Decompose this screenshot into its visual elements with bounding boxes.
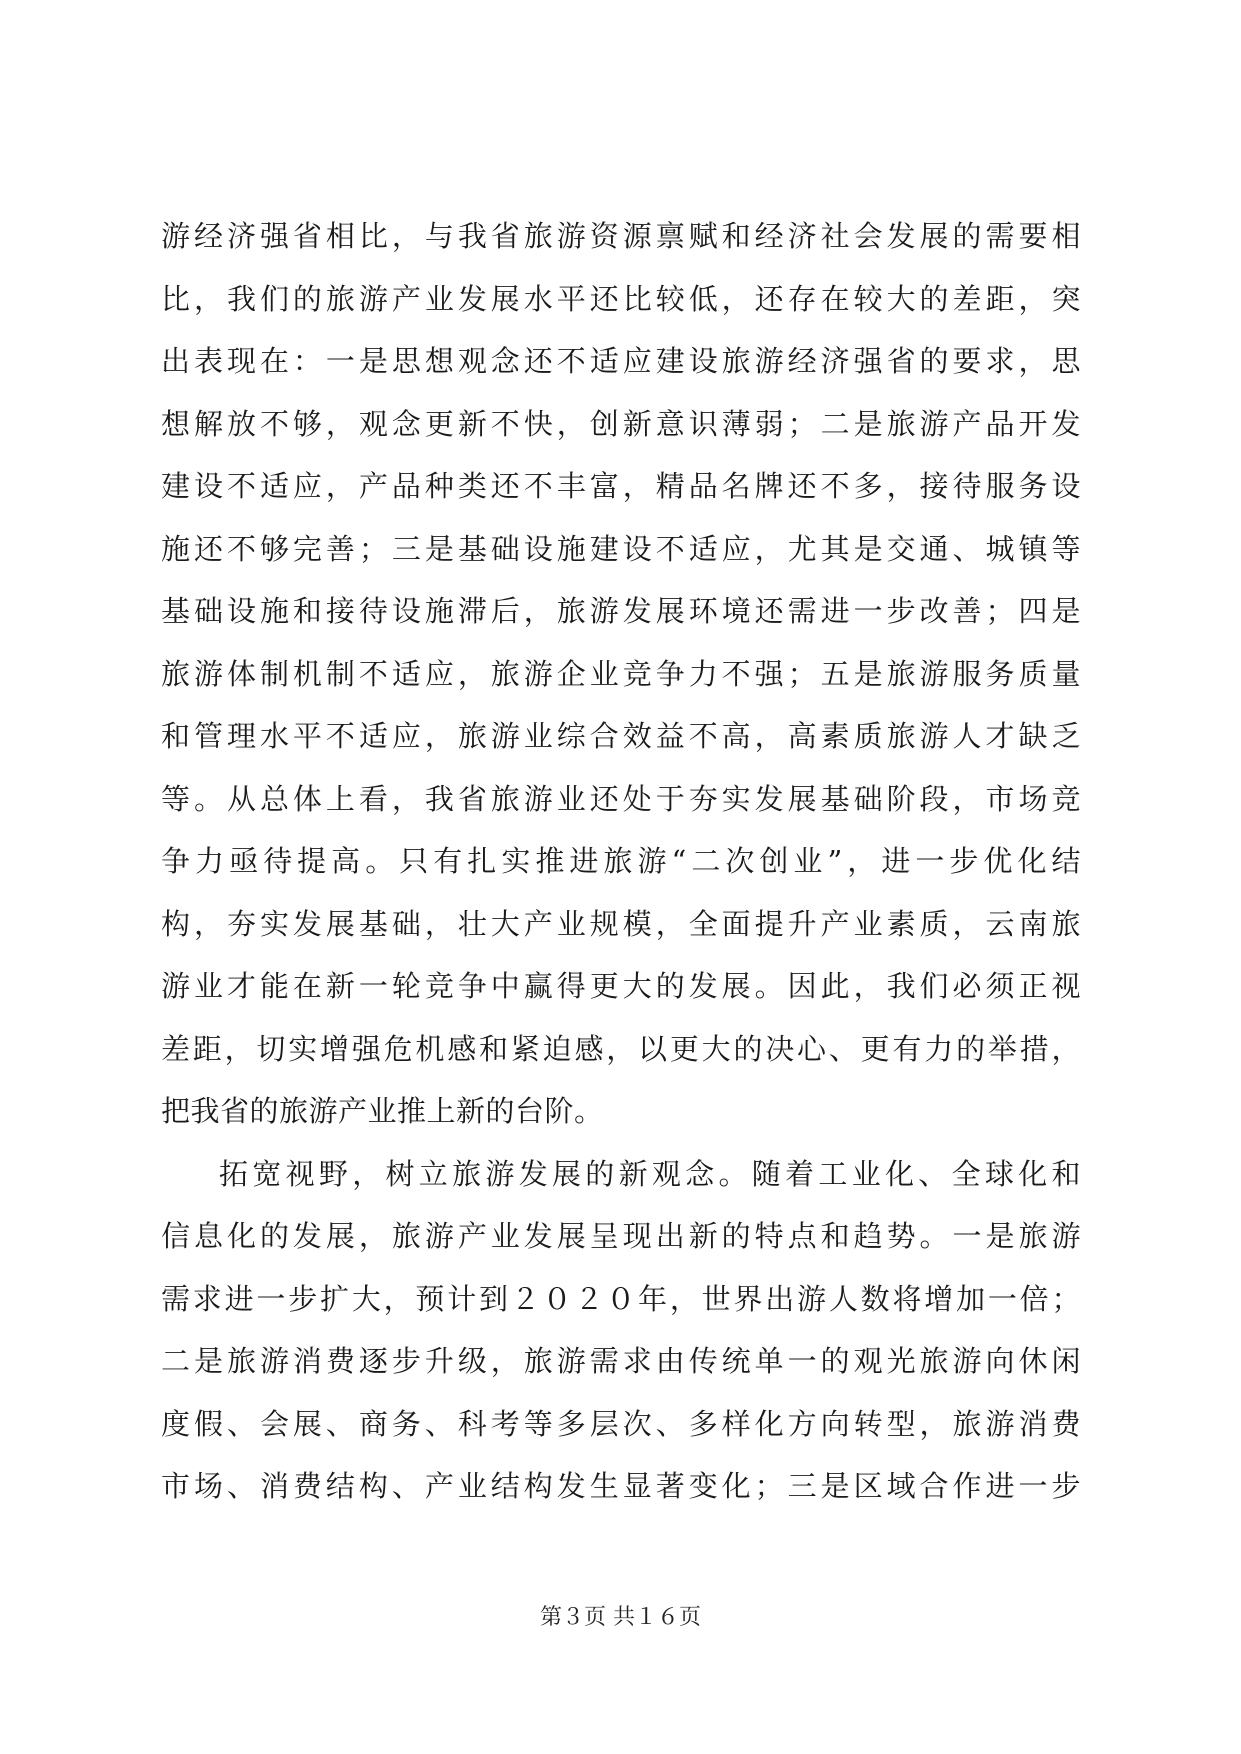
text-line: 二是旅游消费逐步升级，旅游需求由传统单一的观光旅游向休闲 (161, 1344, 1081, 1378)
text-line: 游经济强省相比，与我省旅游资源禀赋和经济社会发展的需要相 (161, 219, 1081, 253)
text-line: 把我省的旅游产业推上新的台阶。 (161, 1094, 604, 1128)
text-line: 旅游体制机制不适应，旅游企业竞争力不强；五是旅游服务质量 (161, 656, 1081, 691)
text-line: 争力亟待提高。只有扎实推进旅游“二次创业”，进一步优化结 (161, 844, 1081, 878)
text-line: 和管理水平不适应，旅游业综合效益不高，高素质旅游人才缺乏 (161, 719, 1081, 753)
text-line: 比，我们的旅游产业发展水平还比较低，还存在较大的差距，突 (161, 281, 1081, 316)
text-line: 等。从总体上看，我省旅游业还处于夯实发展基础阶段，市场竞 (161, 781, 1081, 816)
text-line: 信息化的发展，旅游产业发展呈现出新的特点和趋势。一是旅游 (161, 1219, 1081, 1253)
body-text (161, 205, 1081, 1518)
text-line: 想解放不够，观念更新不快，创新意识薄弱；二是旅游产品开发 (161, 406, 1081, 441)
text-line: 市场、消费结构、产业结构发生显著变化；三是区域合作进一步 (161, 1469, 1081, 1503)
text-line: 建设不适应，产品种类还不丰富，精品名牌还不多，接待服务设 (161, 469, 1081, 503)
text-line: 差距，切实增强危机感和紧迫感，以更大的决心、更有力的举措， (161, 1031, 1081, 1066)
text-line: 度假、会展、商务、科考等多层次、多样化方向转型，旅游消费 (161, 1406, 1081, 1441)
text-line: 需求进一步扩大，预计到２０２０年，世界出游人数将增加一倍； (161, 1281, 1081, 1316)
paragraph-first-line: 拓宽视野，树立旅游发展的新观念。随着工业化、全球化和 (219, 1156, 1081, 1191)
page-number: 第３页 共１６页 (540, 1605, 701, 1630)
text-line: 出表现在：一是思想观念还不适应建设旅游经济强省的要求，思 (161, 344, 1081, 378)
text-line: 施还不够完善；三是基础设施建设不适应，尤其是交通、城镇等 (161, 531, 1081, 566)
text-line: 基础设施和接待设施滞后，旅游发展环境还需进一步改善；四是 (161, 594, 1081, 628)
text-line: 游业才能在新一轮竞争中赢得更大的发展。因此，我们必须正视 (161, 969, 1081, 1003)
text-line: 构，夯实发展基础，壮大产业规模，全面提升产业素质，云南旅 (161, 906, 1081, 941)
